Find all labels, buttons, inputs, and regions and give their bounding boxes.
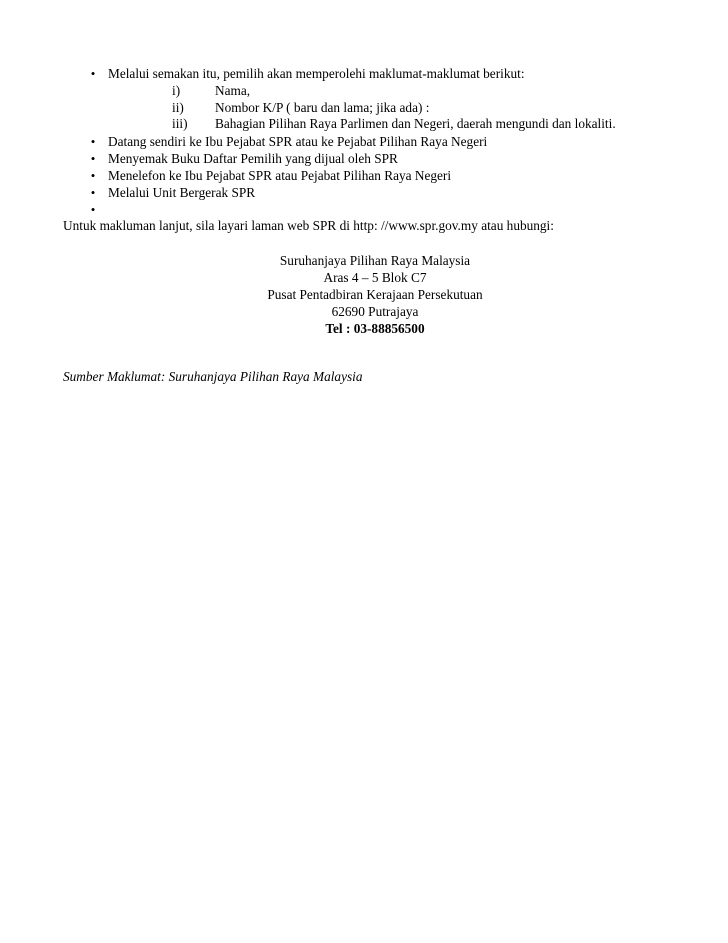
address-line-4: 62690 Putrajaya <box>331 304 419 319</box>
bullet-item: Menelefon ke Ibu Pejabat SPR atau Pejabat Pilihan Raya Negeri <box>108 168 452 183</box>
info-line: Untuk makluman lanjut, sila layari laman web SPR di http: //www.spr.gov.my atau hubungi: <box>63 218 554 233</box>
bullet-marker: • <box>90 134 96 149</box>
bullet-marker: • <box>90 202 96 217</box>
address-line-3: Pusat Pentadbiran Kerajaan Persekutuan <box>267 287 483 302</box>
subitem-number: ii) <box>172 100 184 115</box>
bullet-intro-text: Melalui semakan itu, pemilih akan memperolehi maklumat-maklumat berikut: <box>108 66 525 81</box>
subitem-text: Bahagian Pilihan Raya Parlimen dan Negeri, daerah mengundi dan lokaliti. <box>215 116 616 131</box>
subitem-number: i) <box>172 83 181 98</box>
subitem-text: Nombor K/P ( baru dan lama; jika ada) : <box>215 100 430 115</box>
subitem-number: iii) <box>172 116 188 131</box>
bullet-marker: • <box>90 66 96 81</box>
address-line-2: Aras 4 – 5 Blok C7 <box>323 270 427 285</box>
subitem-text: Nama, <box>215 83 251 98</box>
bullet-item: Melalui Unit Bergerak SPR <box>108 185 256 200</box>
bullet-marker: • <box>90 168 96 183</box>
address-telephone: Tel : 03-88856500 <box>325 321 425 336</box>
bullet-item: Menyemak Buku Daftar Pemilih yang dijual oleh SPR <box>108 151 398 166</box>
address-line-1: Suruhanjaya Pilihan Raya Malaysia <box>279 253 471 268</box>
bullet-marker: • <box>90 151 96 166</box>
bullet-marker: • <box>90 185 96 200</box>
source-note: Sumber Maklumat: Suruhanjaya Pilihan Raya Malaysia <box>63 369 363 384</box>
bullet-item: Datang sendiri ke Ibu Pejabat SPR atau ke Pejabat Pilihan Raya Negeri <box>108 134 488 149</box>
